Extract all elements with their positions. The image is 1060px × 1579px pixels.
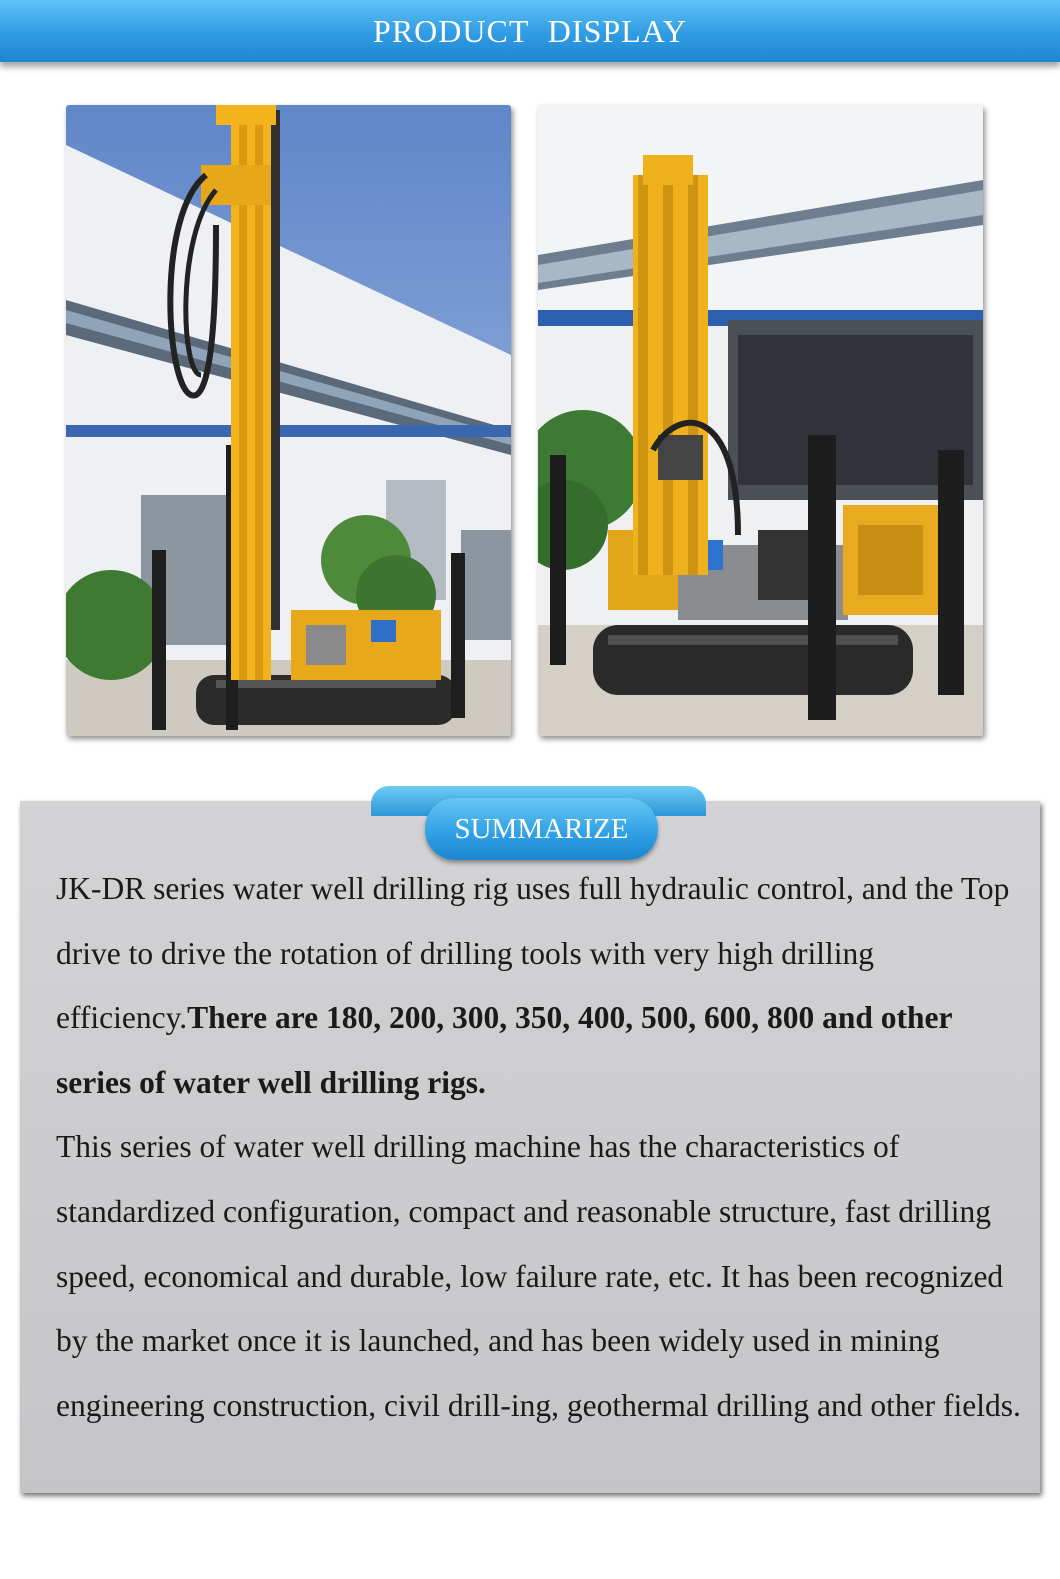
drilling-rig-photo-right [538,105,983,736]
summary-text [56,857,1031,1438]
summary-paragraph-2: This series of water well drilling machine has the characteristics of standardized configuration, compact and reasonable structure, fast drilling speed, economical and durable, low failure rate, etc. It has been recognized by the market once it is launched, and has been widely used in mining engineering construction, civil drill-ing, geothermal drilling and other fields. [56,1129,1021,1423]
summary-bold-series: There are 180, 200, 300, 350, 400, 500, 600, 800 and other series of water well drilling rigs. [56,1000,952,1100]
page-title: PRODUCT DISPLAY [373,12,687,49]
drilling-rig-photo-left [66,105,511,736]
summary-title: SUMMARIZE [454,812,629,845]
summary-ribbon [425,798,658,860]
header-banner [0,0,1060,62]
summary-paragraph-1: JK-DR series water well drilling rig uses full hydraulic control, and the Top drive to drive the rotation of drilling tools with very high drilling efficiency. [56,871,1010,1036]
